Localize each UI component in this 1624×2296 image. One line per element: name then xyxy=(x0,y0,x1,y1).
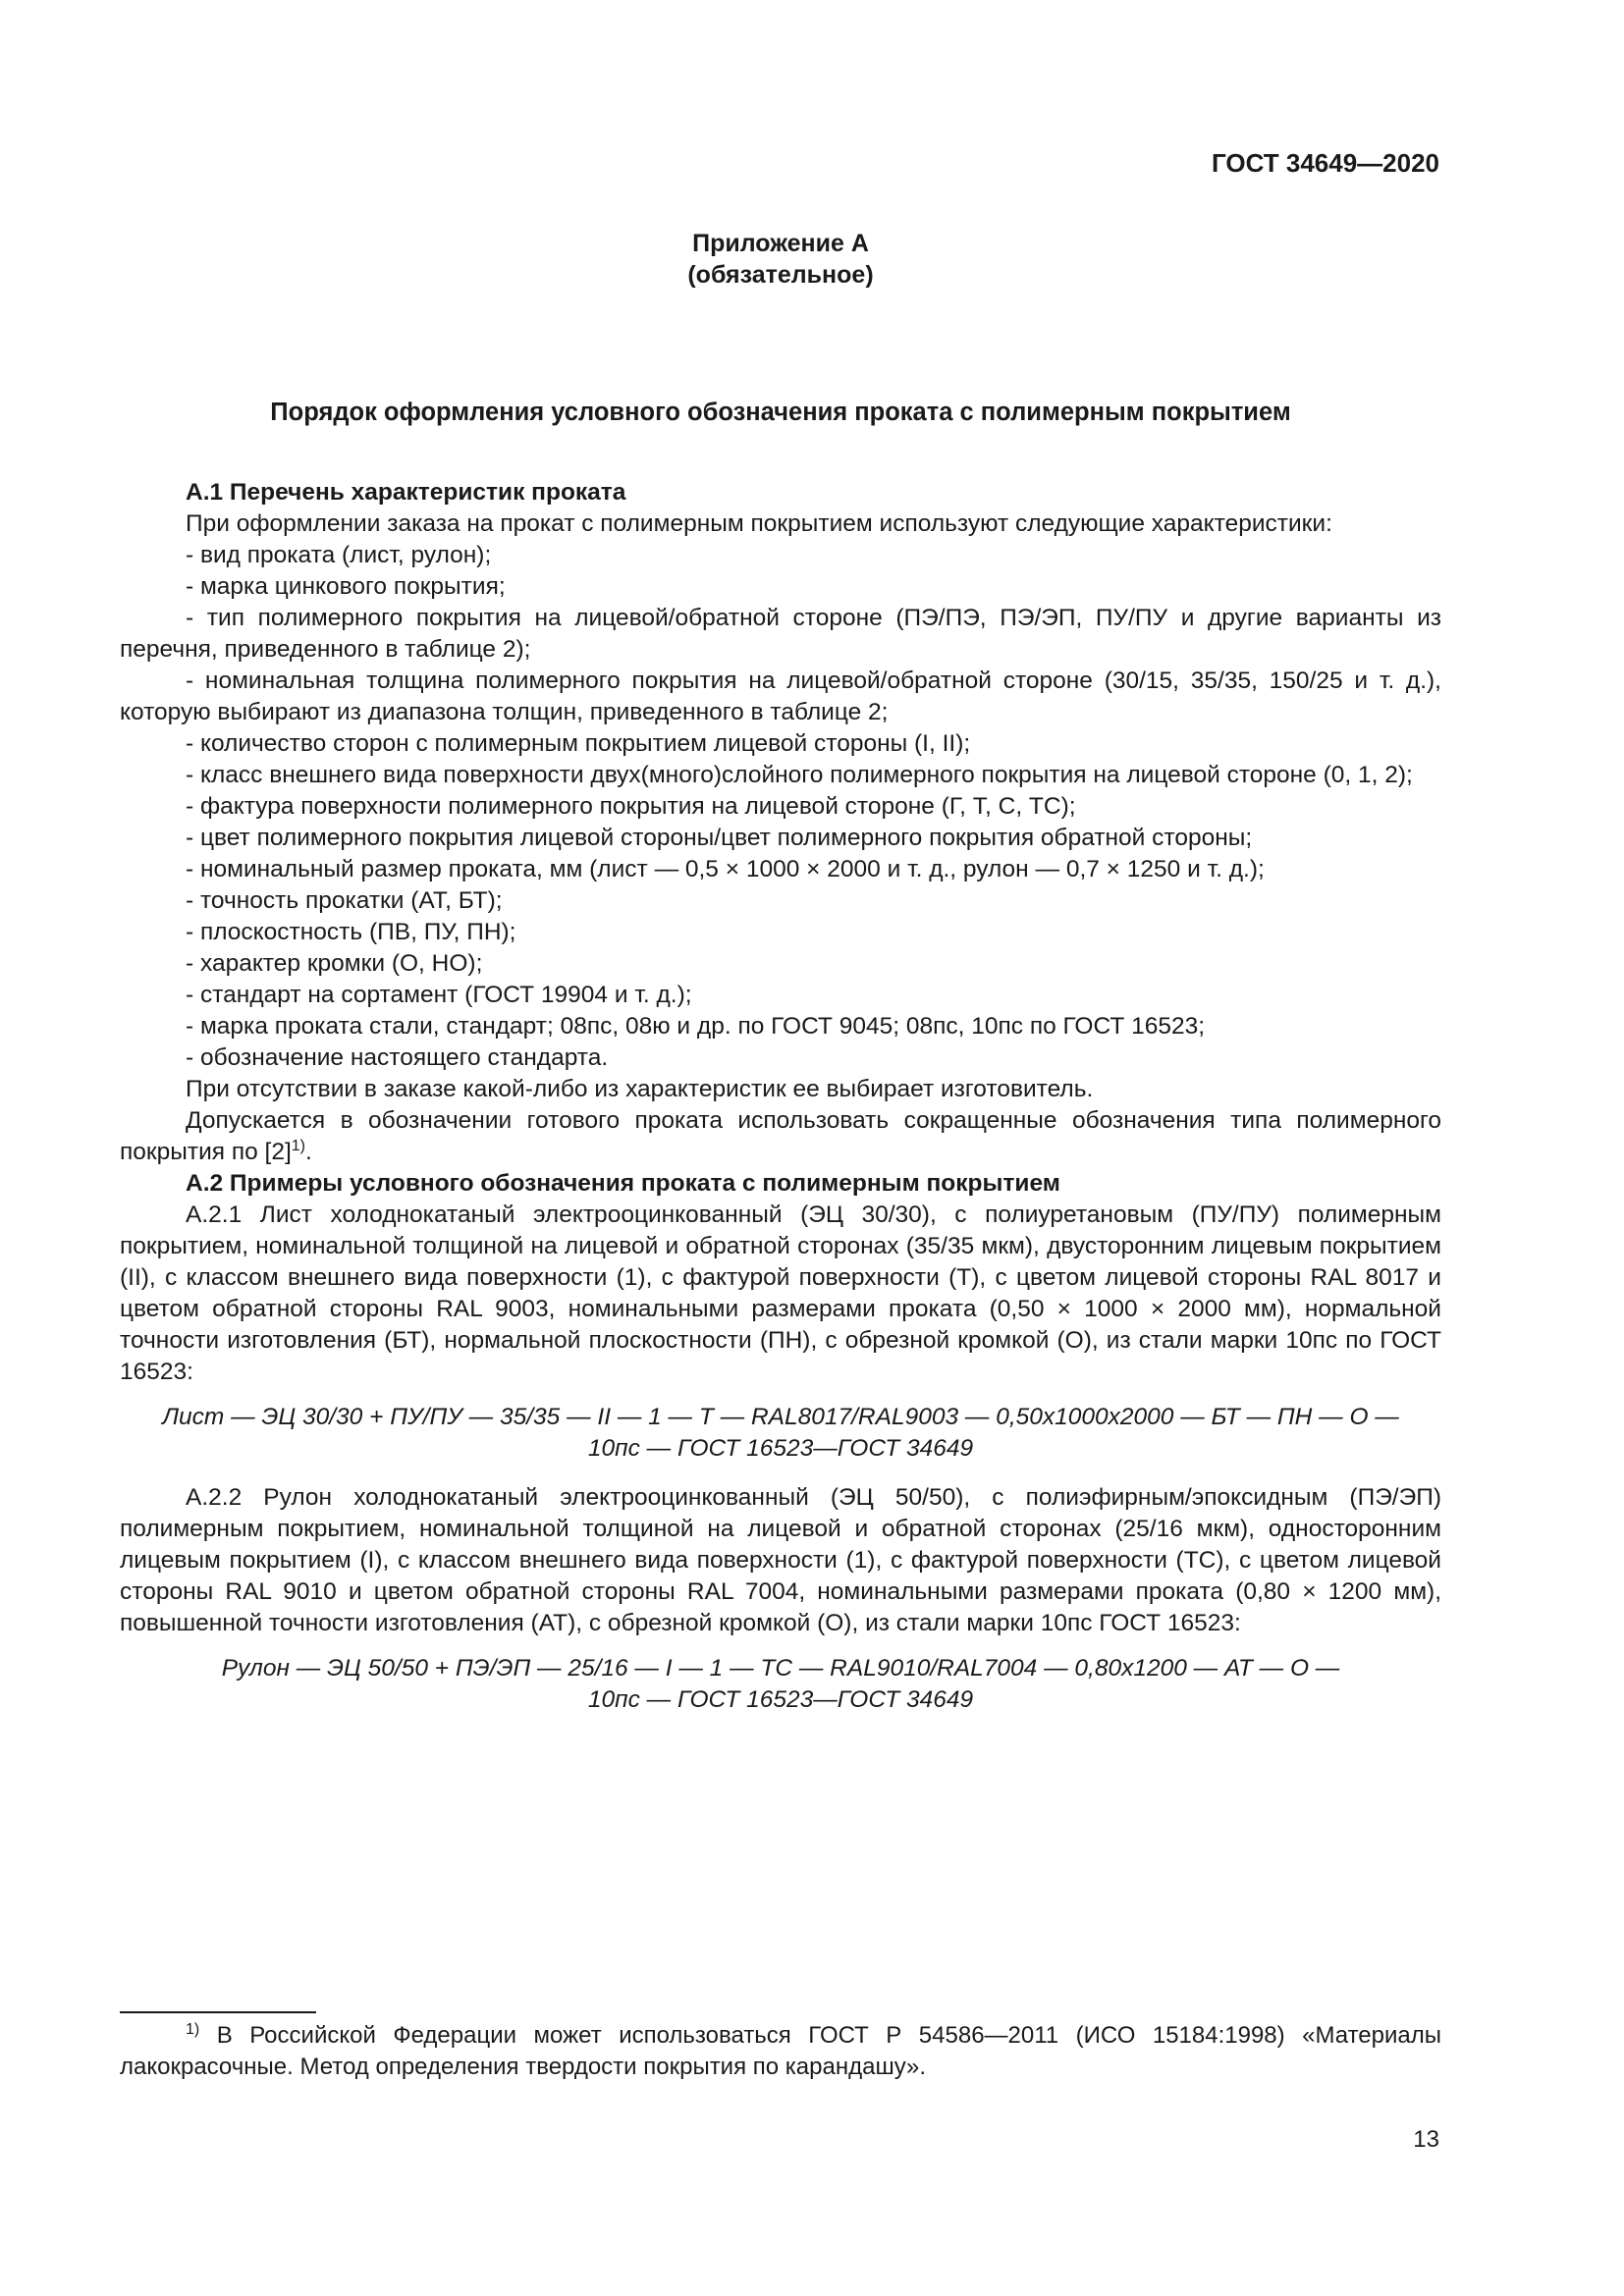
document-title: Порядок оформления условного обозначения проката с полимерным покрытием xyxy=(270,399,1291,426)
note-abbreviations-end: . xyxy=(305,1139,312,1165)
list-item: - цвет полимерного покрытия лицевой стороны/цвет полимерного покрытия обратной стороны; xyxy=(186,825,1253,851)
note-absence: При отсутствии в заказе какой-либо из характеристик ее выбирает изготовитель. xyxy=(186,1076,1094,1102)
note-abbreviations-text: Допускается в обозначении готового проката использовать сокращенные обозначения типа полимерного покрытия по [2] xyxy=(120,1107,1441,1165)
list-item: - вид проката (лист, рулон); xyxy=(186,542,492,568)
list-item: - количество сторон с полимерным покрытием лицевой стороны (I, II); xyxy=(186,730,971,757)
appendix-status: (обязательное) xyxy=(687,261,874,289)
footnote-marker: 1) xyxy=(186,2021,200,2038)
list-item: - марка проката стали, стандарт; 08пс, 08ю и др. по ГОСТ 9045; 08пс, 10пс по ГОСТ 16523; xyxy=(186,1013,1206,1040)
list-item: - номинальная толщина полимерного покрытия на лицевой/обратной стороне (30/15, 35/35, 150/25 и т. д.), которую выбирают из диапазона толщин, приведенного в таблице 2; xyxy=(120,667,1441,725)
list-item: - класс внешнего вида поверхности двух(много)слойного полимерного покрытия на лицевой стороне (0, 1, 2); xyxy=(186,762,1413,788)
list-item: - плоскостность (ПВ, ПУ, ПН); xyxy=(186,919,516,945)
list-item: - номинальный размер проката, мм (лист — 0,5 × 1000 × 2000 и т. д., рулон — 0,7 × 1250 и т. д.); xyxy=(186,856,1265,882)
formula-line: Лист — ЭЦ 30/30 + ПУ/ПУ — 35/35 — II — 1 — Т — RAL8017/RAL9003 — 0,50x1000x2000 — БТ — ПН — О — xyxy=(162,1404,1399,1430)
example-a21: А.2.1 Лист холоднокатаный электрооцинкованный (ЭЦ 30/30), с полиуретановым (ПУ/ПУ) полимерным покрытием, номинальной толщиной на лицевой и обратной сторонах (35/35 мкм), двусторонним лицевым покрытием (II), с классом внешнего вида поверхности (1), с фактурой поверхности (Т), с цветом лицевой стороны RAL 8017 и цветом обратной стороны RAL 9003, номинальными размерами проката (0,50 × 1000 × 2000 мм), нормальной точности изготовления (БТ), нормальной плоскостности (ПН), с обрезной кромкой (О), из стали марки 10пс по ГОСТ 16523: xyxy=(120,1201,1441,1385)
list-item: - стандарт на сортамент (ГОСТ 19904 и т. д.); xyxy=(186,982,692,1008)
section-a1-heading: А.1 Перечень характеристик проката xyxy=(186,479,626,506)
formula-line: 10пс — ГОСТ 16523—ГОСТ 34649 xyxy=(587,1435,974,1462)
section-a2-heading: А.2 Примеры условного обозначения проката с полимерным покрытием xyxy=(186,1170,1060,1197)
formula-line: Рулон — ЭЦ 50/50 + ПЭ/ЭП — 25/16 — I — 1 — ТС — RAL9010/RAL7004 — 0,80x1200 — АТ — О — xyxy=(221,1655,1340,1682)
section-a1-intro: При оформлении заказа на прокат с полимерным покрытием используют следующие характеристики: xyxy=(186,510,1332,537)
appendix-title: Приложение А xyxy=(692,230,869,257)
characteristics-list xyxy=(120,540,1441,1074)
list-item: - марка цинкового покрытия; xyxy=(186,573,506,600)
designation-formula-2 xyxy=(120,1653,1441,1716)
designation-formula-1 xyxy=(120,1402,1441,1465)
footnote-text: В Российской Федерации может использоваться ГОСТ Р 54586—2011 (ИСО 15184:1998) «Материалы лакокрасочные. Метод определения твердости покрытия по карандашу». xyxy=(120,2022,1441,2080)
footnote xyxy=(120,2020,1441,2083)
page-number: 13 xyxy=(1413,2126,1439,2153)
list-item: - точность прокатки (АТ, БТ); xyxy=(186,887,503,914)
appendix-heading xyxy=(0,228,1561,291)
list-item: - обозначение настоящего стандарта. xyxy=(186,1044,609,1071)
example-a22: А.2.2 Рулон холоднокатаный электрооцинкованный (ЭЦ 50/50), с полиэфирным/эпоксидным (ПЭ/ЭП) полимерным покрытием, номинальной толщиной на лицевой и обратной сторонах (25/16 мкм), односторонним лицевым покрытием (I), с классом внешнего вида поверхности (1), с фактурой поверхности (ТС), с цветом лицевой стороны RAL 9010 и цветом обратной стороны RAL 7004, номинальными размерами проката (0,80 × 1200 мм), повышенной точности изготовления (АТ), с обрезной кромкой (О), из стали марки 10пс ГОСТ 16523: xyxy=(120,1484,1441,1636)
document-body xyxy=(120,477,1441,1734)
footnote-divider xyxy=(120,2011,316,2013)
footnote-ref: 1) xyxy=(291,1138,306,1154)
list-item: - фактура поверхности полимерного покрытия на лицевой стороне (Г, Т, С, ТС); xyxy=(186,793,1076,820)
note-abbreviations xyxy=(120,1105,1441,1168)
formula-line: 10пс — ГОСТ 16523—ГОСТ 34649 xyxy=(587,1686,974,1713)
list-item: - характер кромки (О, НО); xyxy=(186,950,483,977)
standard-code: ГОСТ 34649—2020 xyxy=(1212,148,1439,178)
list-item: - тип полимерного покрытия на лицевой/обратной стороне (ПЭ/ПЭ, ПЭ/ЭП, ПУ/ПУ и другие варианты из перечня, приведенного в таблице 2); xyxy=(120,605,1441,663)
